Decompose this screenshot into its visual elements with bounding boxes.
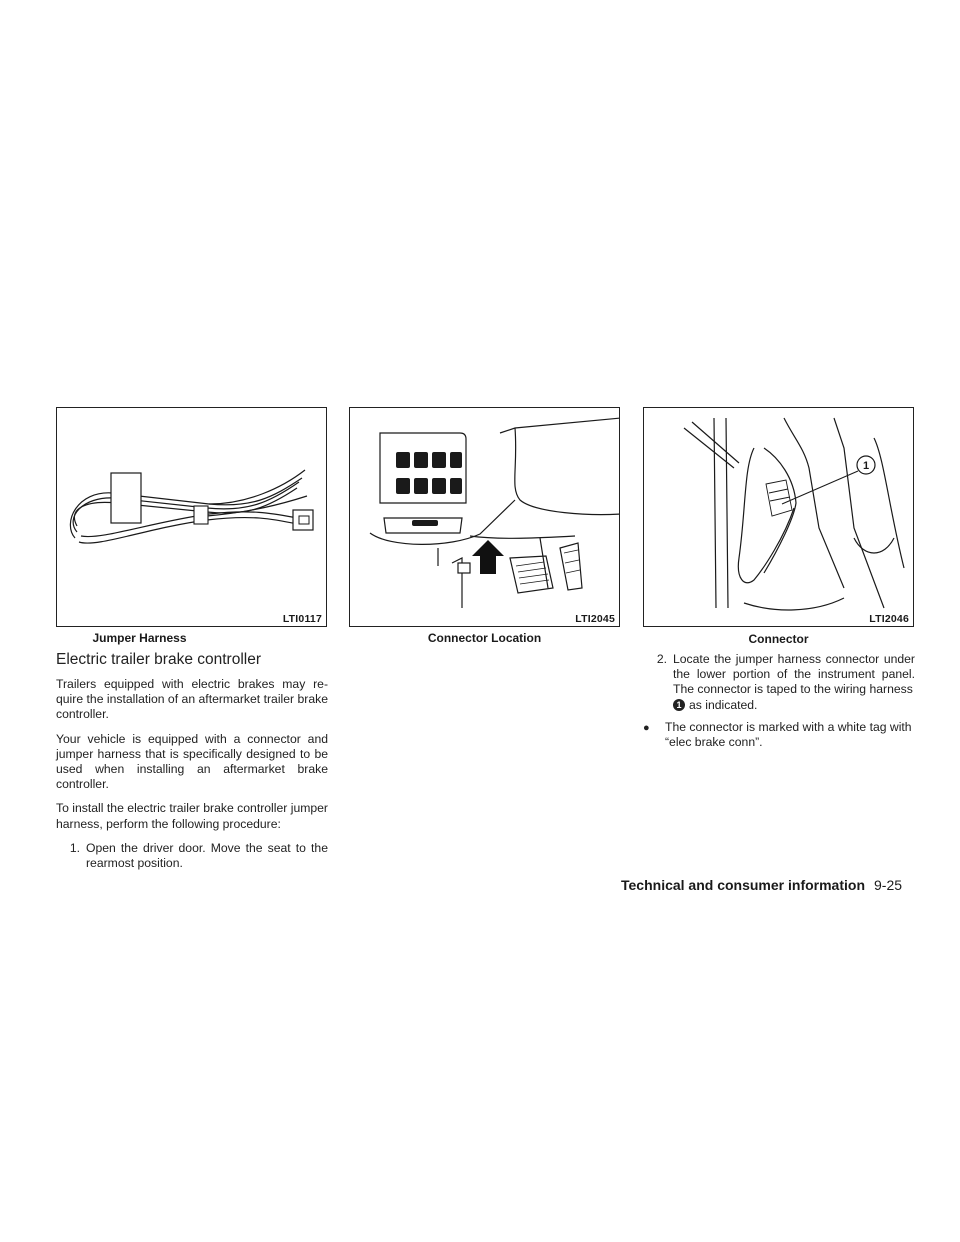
location-arrow — [472, 540, 504, 574]
harness-plug — [293, 510, 313, 530]
callout-number: 1 — [862, 460, 870, 472]
step-number: 2. — [656, 652, 667, 666]
figure-caption: Connector — [748, 632, 809, 646]
figure-code: LTI0117 — [282, 613, 322, 625]
bullet-item — [643, 720, 915, 750]
tape-label — [111, 473, 141, 523]
bullet-text: The connector is marked with a white tag with “elec brake conn”. — [665, 719, 912, 750]
step-text-continued — [673, 698, 915, 713]
procedure-step — [56, 841, 328, 871]
step-text: Locate the jumper harness connector under the lower portion of the instrument panel. The connector is taped to the wiring harness — [673, 652, 915, 697]
page-footer — [621, 877, 902, 893]
figure-caption: Connector Location — [427, 631, 542, 645]
procedure-step — [643, 652, 915, 713]
text-column-left — [56, 650, 328, 878]
step-number: 1. — [69, 840, 80, 855]
step-text-wrap — [673, 652, 915, 713]
bullet-icon: ● — [643, 721, 650, 734]
connector-location-illustration — [350, 408, 620, 627]
step-text-after: as indicated. — [689, 697, 758, 712]
jumper-harness-illustration — [57, 408, 327, 627]
figure-connector — [643, 407, 914, 627]
connector-illustration — [644, 408, 914, 627]
callout-reference: 1 — [673, 699, 685, 711]
figure-caption: Jumper Harness — [92, 631, 187, 645]
section-heading: Electric trailer brake controller — [56, 651, 262, 668]
figure-code: LTI2045 — [575, 613, 615, 625]
text-column-right — [643, 652, 915, 750]
figure-connector-location — [349, 407, 620, 627]
step-text: Open the driver door. Move the seat to the rearmost position. — [86, 840, 328, 871]
paragraph: Trailers equipped with electric brakes may re- quire the installation of an aftermarket trailer brake controller. — [56, 677, 328, 722]
paragraph: To install the electric trailer brake controller jumper harness, perform the following procedure: — [56, 801, 328, 831]
footer-section-title: Technical and consumer information — [621, 877, 866, 893]
page-number: 9-25 — [874, 877, 903, 893]
paragraph: Your vehicle is equipped with a connector and jumper harness that is specifically designed to be used when installing an aftermarket brake controller. — [56, 731, 328, 792]
figure-jumper-harness — [56, 407, 327, 627]
figure-code: LTI2046 — [869, 613, 909, 625]
